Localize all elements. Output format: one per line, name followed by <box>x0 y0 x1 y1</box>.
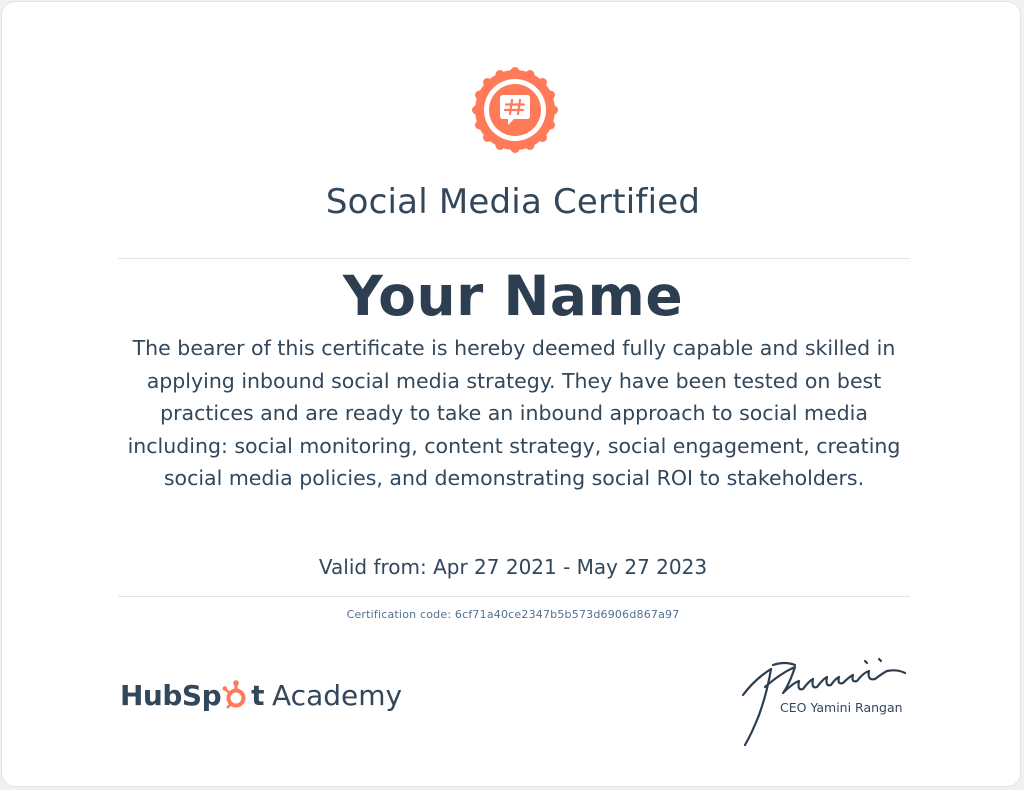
validity-dates: Valid from: Apr 27 2021 - May 27 2023 <box>318 555 708 579</box>
description-line: including: social monitoring, content strategy, social engagement, creating <box>127 433 901 458</box>
hubspot-wordmark <box>120 679 264 712</box>
logo-text-t: t <box>251 678 265 712</box>
certificate-card <box>1 1 1021 787</box>
logo-text-hub: HubSp <box>120 678 222 712</box>
certification-code: Certification code: 6cf71a40ce2347b5b573d6906d867a97 <box>346 608 680 621</box>
sprocket-icon <box>222 680 250 710</box>
description-line: applying inbound social media strategy. They have been tested on best <box>146 368 882 393</box>
bottom-divider <box>118 596 910 597</box>
logo-text-academy: Academy <box>272 678 403 712</box>
description-line: practices and are ready to take an inbound approach to social media <box>160 401 868 425</box>
hubspot-academy-logo <box>120 674 402 716</box>
top-divider <box>118 258 910 259</box>
description-line: The bearer of this certificate is hereby deemed fully capable and skilled in <box>132 336 896 360</box>
certificate-description <box>94 332 934 495</box>
recipient-name: Your Name <box>342 264 684 328</box>
certificate-title: Social Media Certified <box>325 182 701 222</box>
signer-title: CEO Yamini Rangan <box>780 700 903 715</box>
description-line: social media policies, and demonstrating social ROI to stakeholders. <box>163 466 865 490</box>
hashtag-badge-icon <box>470 65 560 155</box>
